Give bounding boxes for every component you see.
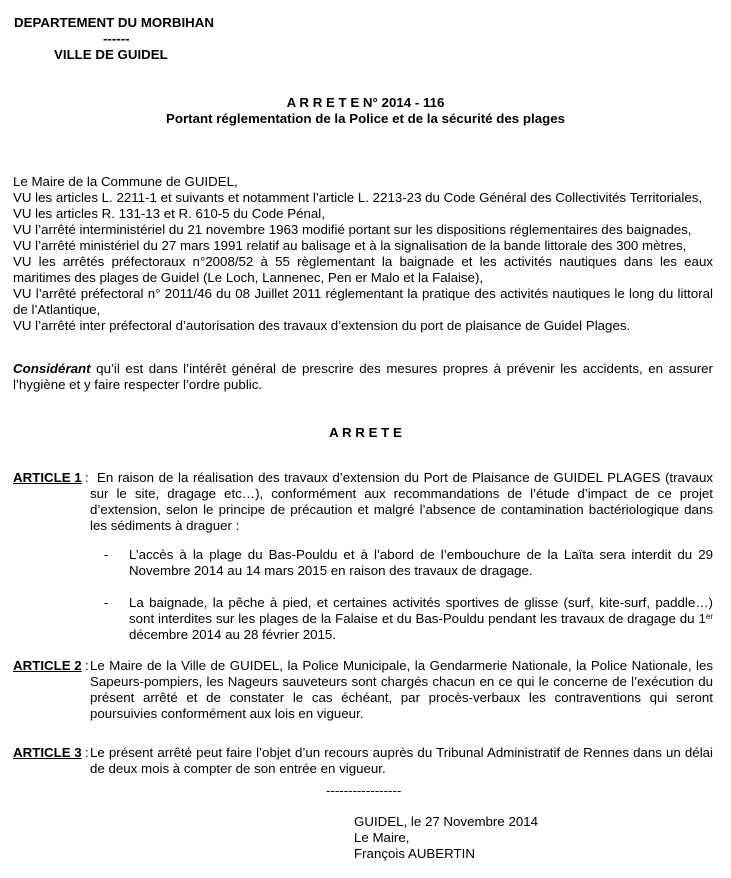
considerant-label: Considérant (13, 361, 91, 376)
closing-separator: ----------------- (326, 783, 402, 798)
vu-item: VU l’arrêté interministériel du 21 novembre 1963 modifié portant sur les dispositions réglementaires des baignades, (13, 222, 692, 237)
vu-item: VU l’arrêté préfectoral n° 2011/46 du 08 Juillet 2011 réglementant la pratique des activités nautiques le long du littoral de l’Atlantique, (13, 286, 713, 317)
vu-item: VU les articles L. 2211-1 et suivants et notamment l’article L. 2213-23 du Code Général des Collectivités Territoriales, (13, 190, 703, 205)
article-1-label: ARTICLE 1 (13, 470, 82, 485)
considerant-text: qu’il est dans l’intérêt général de prescrire des mesures propres à prévenir les accidents, en assurer l’hygiène et y faire respecter l’ordre public. (13, 361, 713, 392)
signature-role: Le Maire, (354, 830, 410, 845)
bullet-dash: - (104, 595, 109, 610)
department-name: DEPARTEMENT DU MORBIHAN (14, 15, 214, 30)
vu-item: VU l’arrêté ministériel du 27 mars 1991 relatif au balisage et à la signalisation de la bande littorale des 300 mètres, (13, 238, 687, 253)
bullet-2-sup: er (705, 612, 713, 621)
vu-item: VU les articles R. 131-13 et R. 610-5 du Code Pénal, (13, 206, 325, 221)
vu-item: VU l’arrêté inter préfectoral d’autorisation des travaux d’extension du port de plaisance de Guidel Plages. (13, 318, 631, 333)
article-1-bullet-2 (129, 595, 713, 643)
city-name: VILLE DE GUIDEL (54, 47, 168, 62)
preamble (13, 174, 713, 334)
header-separator: ------ (103, 31, 130, 46)
article-3-text: Le présent arrêté peut faire l’objet d’un recours auprès du Tribunal Administratif de Rennes dans un délai de deux mois à compter de son entrée en vigueur. (90, 745, 713, 776)
article-1-colon: : (85, 470, 89, 485)
bullet-dash: - (104, 547, 109, 562)
signature-place-date: GUIDEL, le 27 Novembre 2014 (354, 814, 539, 829)
article-3-label: ARTICLE 3 (13, 745, 82, 760)
bullet-2-text-before: La baignade, la pêche à pied, et certaines activités sportives de glisse (surf, kite-surf, paddle…) sont interdites sur les plages de la Falaise et du Bas-Pouldu pendant les travaux de dragage du 1 (129, 595, 713, 626)
arrete-heading: A R R E T E (329, 425, 402, 440)
article-1-text: En raison de la réalisation des travaux d’extension du Port de Plaisance de GUIDEL PLAGES (travaux sur le site, dragage etc…), conformément aux recommandations de l’étude d’impact de ce projet d’extension, selon le principe de précaution et malgré l’absence de contamination bactériologique dans les sédiments à draguer : (90, 470, 713, 533)
article-2-text: Le Maire de la Ville de GUIDEL, la Police Municipale, la Gendarmerie Nationale, la Police Nationale, les Sapeurs-pompiers, les Nageurs sauveteurs sont chargés chacun en ce qui le concerne de l’exécution du présent arrêté et de constater le cas échéant, par procès-verbaux les contraventions qui seront poursuivies conformément aux lois en vigueur. (90, 658, 713, 721)
considerant-paragraph (13, 361, 713, 393)
article-3-colon: : (85, 745, 89, 760)
article-2-label: ARTICLE 2 (13, 658, 82, 673)
article-2-colon: : (85, 658, 89, 673)
preamble-intro: Le Maire de la Commune de GUIDEL, (13, 174, 238, 189)
arrete-number: A R R E T E N° 2014 - 116 (286, 95, 445, 110)
signature-name: François AUBERTIN (354, 846, 475, 861)
arrete-subject: Portant réglementation de la Police et de la sécurité des plages (165, 111, 566, 126)
vu-item: VU les arrêtés préfectoraux n°2008/52 à 55 règlementant la baignade et les activités nautiques dans les eaux maritimes des plages de Guidel (Le Loch, Lannenec, Pen er Malo et la Falaise), (13, 254, 713, 285)
bullet-2-text-after: décembre 2014 au 28 février 2015. (129, 627, 336, 642)
article-1-bullet-1: L’accès à la plage du Bas-Pouldu et à l’abord de l’embouchure de la Laïta sera interdit du 29 Novembre 2014 au 14 mars 2015 en raison des travaux de dragage. (129, 547, 713, 578)
